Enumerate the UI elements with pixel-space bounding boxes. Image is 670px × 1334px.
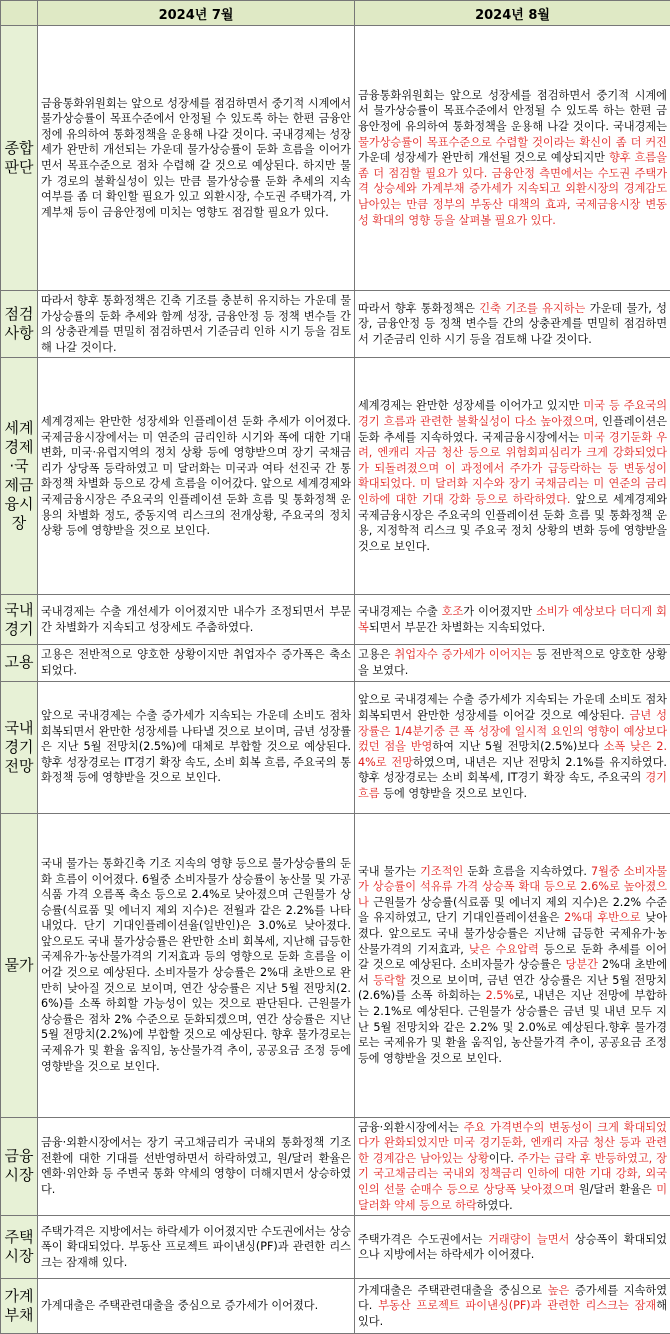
august-text-cell bbox=[355, 358, 670, 595]
changed-text-segment: 낮은 수요압력 bbox=[469, 943, 539, 956]
text-segment: 앞으로 국내경제는 수출 증가세가 지속되는 가운데 소비도 점차 회복되면서 완만한 성장세를 이어갈 것으로 예상된다. bbox=[358, 693, 667, 722]
july-text-cell bbox=[38, 1279, 355, 1334]
july-text-cell bbox=[38, 1117, 355, 1216]
text-segment: 금융통화위원회는 앞으로 성장세를 점검하면서 중기적 시계에서 물가상승률이 목표수준에서 안정될 수 있도록 하는 한편 금융안정에 유의하여 통화정책을 운용해 나갈 것이다. 국내경제는 bbox=[358, 89, 667, 133]
text-segment: 주택가격은 지방에서는 하락세가 이어졌지만 수도권에서는 상승폭이 확대되었다. 부동산 프로젝트 파이낸싱(PF)과 관련한 리스크는 잠재해 있다. bbox=[41, 1225, 351, 1269]
changed-text-segment: 미 달러화 약세 등으로 하락 bbox=[358, 1183, 667, 1212]
text-segment: 등 전반적으로 양호한 상황을 보였다. bbox=[358, 648, 667, 677]
text-segment: 금융·외환시장에서는 bbox=[358, 1121, 464, 1134]
july-column-header: 2024년 7월 bbox=[38, 1, 355, 26]
august-text-cell bbox=[355, 1117, 670, 1216]
row-domestic-economy bbox=[1, 595, 670, 645]
changed-text-segment: 2%대 후반으로 bbox=[564, 911, 641, 924]
text-segment: 세계경제는 완만한 성장세와 인플레이션 둔화 추세가 이어졌다. 국제금융시장에서는 미 연준의 금리인하 시기와 폭에 대한 기대 변화, 미국·유럽지역의 정치 상황 등에 영향받으며 장기 국채금리가 상당폭 등락하였고 미 달러화는 미국과 여타 선진국 간 통화정책 차별화 등으로 강세 흐름을 이어갔다. 앞으로 세계경제와 국제금융시장은 주요국의 인플레이션 둔화 흐름 및 통화정책 운용의 차별화 정도, 중동지역 리스크의 전개상황, 주요국의 정치 상황 등에 영향받을 것으로 보인다. bbox=[41, 415, 351, 537]
changed-text-segment: 금년 성장률은 1/4분기중 큰 폭 성장에 일시적 요인의 영향이 예상보다 컸던 점을 반영 bbox=[358, 709, 667, 753]
text-segment: 금융통화위원회는 앞으로 성장세를 점검하면서 중기적 시계에서 물가상승률이 목표수준에서 안정될 수 있도록 하는 한편 금융안정에 유의하여 통화정책을 운용해 나갈 것이다. 국내경제는 성장세가 완만히 개선되는 가운데 물가상승률이 둔화 흐름을 이어가면서 목표수준으로 점차 수렴해 갈 것으로 예상된다. 하지만 물가 경로의 불확실성이 있는 만큼 물가상승률 둔화 추세의 지속 여부를 좀 더 확인할 필요가 있고 외환시장, 수도권 주택가격, 가계부채 등이 금융안정에 미치는 영향도 점검할 필요가 있다. bbox=[41, 97, 351, 219]
text-segment: 세계경제는 완만한 성장세를 이어가고 있지만 bbox=[358, 399, 583, 412]
row-world-economy bbox=[1, 358, 670, 595]
changed-text-segment: 7월중 소비자물가 상승률이 석유류 가격 상승폭 확대 등으로 2.6%로 높아졌으나 bbox=[358, 865, 667, 909]
header-row bbox=[1, 1, 670, 26]
august-text-cell bbox=[355, 291, 670, 358]
changed-text-segment: 취업자수 증가세가 이어지는 bbox=[394, 648, 532, 661]
july-text-cell bbox=[38, 645, 355, 681]
august-text-cell bbox=[355, 26, 670, 291]
row-employment bbox=[1, 645, 670, 681]
july-text-cell bbox=[38, 1216, 355, 1279]
text-segment: 가 이어졌지만 bbox=[463, 605, 536, 618]
changed-text-segment: 호조 bbox=[442, 605, 464, 618]
text-segment: 2%대 초반에서 bbox=[358, 958, 667, 987]
july-text-cell bbox=[38, 358, 355, 595]
text-segment: 가계대출은 주택관련대출을 중심으로 bbox=[358, 1284, 548, 1297]
text-segment: 것으로 보이며, 금년 연간 상승률은 지난 5월 전망치(2.6%)를 소폭 하회하는 bbox=[358, 974, 667, 1003]
category-text: 점검사항 bbox=[5, 305, 34, 342]
category-label bbox=[1, 291, 38, 358]
category-text: 종합판단 bbox=[5, 139, 34, 176]
text-segment: 해 있다. bbox=[358, 1299, 667, 1328]
text-segment: 되면서 부문간 차별화는 지속되었다. bbox=[369, 621, 545, 634]
text-segment: 하여 지난 5월 전망치(2.5%)보다 bbox=[432, 740, 603, 753]
category-label bbox=[1, 1279, 38, 1334]
changed-text-segment: 미국 등 주요국의 경기 흐름과 관련한 불확실성이 다소 높아졌으며, bbox=[358, 399, 667, 428]
text-segment: 로, 내년은 지난 전망에 부합하는 2.1%로 예상된다. 근원물가 상승률은 금년 및 내년 모두 지난 5월 전망치와 같은 2.2% 및 2.0%로 예상된다.향후 물가경로는 국제유가 및 환율 움직임, 농산물가격 추이, 공공요금 조정 등에 영향받을 것으로 보인다. bbox=[358, 989, 667, 1064]
changed-text-segment: 거래량이 늘면서 bbox=[488, 1233, 569, 1246]
text-segment: 인플레이션은 둔화 추세를 지속하였다. 국제금융시장에서는 bbox=[358, 415, 667, 444]
text-segment: 앞으로 국내경제는 수출 증가세가 지속되는 가운데 소비도 점차 회복되면서 완만한 성장세를 나타낼 것으로 보이며, 금년 성장률은 지난 5월 전망치(2.5%)에 대체로 부합할 것으로 예상된다. 향후 성장경로는 IT경기 확장 속도, 소비 회복 흐름, 주요국의 통화정책 등에 영향받을 것으로 보인다. bbox=[41, 709, 351, 784]
august-text-cell bbox=[355, 1279, 670, 1334]
text-segment: 가계대출은 주택관련대출을 중심으로 증가세가 이어졌다. bbox=[41, 1299, 318, 1312]
row-checkpoints bbox=[1, 291, 670, 358]
text-segment: 국내 물가는 bbox=[358, 865, 420, 878]
category-text: 금융시장 bbox=[5, 1147, 34, 1184]
text-segment: 금융·외환시장에서는 장기 국고채금리가 국내외 통화정책 기조 전환에 대한 기대를 선반영하면서 하락하였고, 원/달러 환율은 엔화·위안화 등 주변국 통화 약세의 영향이 더해지면서 상승하였다. bbox=[41, 1136, 351, 1196]
row-summary bbox=[1, 26, 670, 291]
category-label bbox=[1, 595, 38, 645]
text-segment: 원/달러 환율은 bbox=[574, 1183, 656, 1196]
category-text: 국내경기전망 bbox=[5, 719, 34, 775]
text-segment: 둔화 흐름을 지속하였다. bbox=[463, 865, 591, 878]
july-text-cell bbox=[38, 291, 355, 358]
changed-text-segment: 긴축 기조를 유지하는 bbox=[479, 302, 585, 315]
august-text-cell bbox=[355, 645, 670, 681]
text-segment: 주택가격은 수도권에서는 bbox=[358, 1233, 488, 1246]
category-label bbox=[1, 26, 38, 291]
changed-text-segment: 소비가 예상보다 더디게 회복 bbox=[358, 605, 667, 634]
august-text-cell bbox=[355, 813, 670, 1117]
text-segment: 앞으로 세계경제와 국제금융시장은 주요국의 인플레이션 둔화 흐름 및 통화정책 운용, 지정학적 리스크 및 주요국 정치 상황의 변화 등에 영향받을 것으로 보인다. bbox=[358, 493, 667, 553]
changed-text-segment: 물가상승률이 목표수준으로 수렴할 것이라는 확신이 좀 더 커진 bbox=[358, 136, 667, 149]
text-segment: 따라서 향후 통화정책은 긴축 기조를 충분히 유지하는 가운데 물가상승률의 둔화 추세와 함께 성장, 금융안정 등 정책 변수들 간의 상충관계를 면밀히 점검하면서 기준금리 인하 시기 등을 검토해 나갈 것이다. bbox=[41, 294, 351, 354]
category-text: 세계경제·국제금융시장 bbox=[5, 419, 34, 532]
august-text-cell bbox=[355, 681, 670, 813]
text-segment: 이다. bbox=[489, 1152, 518, 1165]
category-label bbox=[1, 1117, 38, 1216]
august-text-cell bbox=[355, 595, 670, 645]
category-text: 주택시장 bbox=[5, 1228, 34, 1265]
category-label bbox=[1, 358, 38, 595]
text-segment: 고용은 bbox=[358, 648, 394, 661]
text-segment: 낮아졌다. 앞으로도 국내 물가상승률은 지난해 급등한 국제유가·농산물가격의 기저효과, bbox=[358, 911, 667, 955]
category-label bbox=[1, 645, 38, 681]
text-segment: 국내 물가는 통화긴축 기조 지속의 영향 등으로 물가상승률의 둔화 흐름이 이어졌다. 6월중 소비자물가 상승률이 농산물 및 가공식품 가격 오름폭 축소 등으로 2.4%로 낮아졌으며 근원물가 상승률(식료품 및 에너지 제외 지수)은 전월과 같은 2.2%를 나타내었다. 단기 기대인플레이션율(일반인)은 3.0%로 낮아졌다. 앞으로도 국내 물가상승률은 완만한 소비 회복세, 지난해 급등한 국제유가·농산물가격의 기저효과 등의 영향으로 둔화 흐름을 이어갈 것으로 예상된다. 소비자물가 상승률은 2%대 초반으로 완만히 낮아질 것으로 보이며, 연간 상승률은 지난 5월 전망치(2.6%)를 소폭 하회할 가능성이 있는 것으로 판단된다. 근원물가 상승률은 점차 2% 수준으로 둔화되겠으며, 연간 상승률은 지난 5월 전망치(2.2%)에 부합할 것으로 예상된다. 향후 물가경로는 국제유가 및 환율 움직임, 농산물가격 추이, 공공요금 조정 등에 영향받을 것으로 보인다. bbox=[41, 857, 351, 1073]
row-financial-markets bbox=[1, 1117, 670, 1216]
category-text: 국내경기 bbox=[5, 601, 34, 638]
changed-text-segment: 주요 가격변수의 변동성이 크게 확대되었다가 완화되었지만 미국 경기둔화, 엔캐리 자금 청산 등과 관련한 경계감은 남아있는 상황 bbox=[358, 1121, 667, 1165]
changed-text-segment: 소폭 낮은 2.4%로 전망 bbox=[358, 740, 667, 769]
row-prices bbox=[1, 813, 670, 1117]
july-text-cell bbox=[38, 26, 355, 291]
august-text-cell bbox=[355, 1216, 670, 1279]
text-segment: 가운데 물가, 성장, 금융안정 등 정책 변수들 간의 상충관계를 면밀히 점검하면서 기준금리 인하 시기 등을 검토해 나갈 것이다. bbox=[358, 302, 667, 346]
category-label bbox=[1, 1216, 38, 1279]
row-household-debt bbox=[1, 1279, 670, 1334]
august-column-header: 2024년 8월 bbox=[355, 1, 670, 26]
changed-text-segment: 향후 흐름을 좀 더 점검할 필요가 있다. 금융안정 측면에서는 수도권 주택가격 상승세와 가계부채 증가세가 지속되고 외환시장의 경계감도 남아있는 만큼 정부의 부동산 대책의 효과, 국제금융시장 변동성 확대의 영향 등을 살펴볼 필요가 있다. bbox=[358, 151, 667, 226]
text-segment: 하였으며, 내년은 지난 전망치 2.1%를 유지하였다. 향후 성장경로는 소비 회복세, IT경기 확장 속도, 주요국의 bbox=[358, 756, 667, 785]
text-segment: 등으로 둔화 추세를 이어갈 것으로 예상된다. 소비자물가 상승률은 bbox=[358, 943, 667, 972]
changed-text-segment: 등락할 bbox=[373, 974, 405, 987]
corner-cell bbox=[1, 1, 38, 26]
text-segment: 고용은 전반적으로 양호한 상황이지만 취업자수 증가폭은 축소되었다. bbox=[41, 648, 351, 677]
category-text: 물가 bbox=[5, 956, 34, 974]
changed-text-segment: 부동산 프로젝트 파이낸싱(PF)과 관련한 리스크는 잠재 bbox=[378, 1299, 656, 1312]
changed-text-segment: 당분간 bbox=[566, 958, 598, 971]
text-segment: 국내경제는 수출 개선세가 이어졌지만 내수가 조정되면서 부문간 차별화가 지속되고 성장세도 주춤하였다. bbox=[41, 605, 351, 634]
text-segment: 상승폭이 확대되었으나 지방에서는 하락세가 이어졌다. bbox=[358, 1233, 667, 1262]
changed-text-segment: 높은 bbox=[548, 1284, 570, 1297]
july-text-cell bbox=[38, 813, 355, 1117]
july-text-cell bbox=[38, 595, 355, 645]
text-segment: 증가세를 지속하였다. bbox=[358, 1284, 667, 1313]
text-segment: 등에 영향받을 것으로 보인다. bbox=[380, 787, 527, 800]
row-growth-outlook bbox=[1, 681, 670, 813]
category-text: 가계부채 bbox=[5, 1287, 34, 1324]
changed-text-segment: 주가는 급락 후 반등하였고, 장기 국고채금리는 국내외 정책금리 인하에 대한 기대 강화, 외국인의 선물 순매수 등으로 상당폭 낮아졌으며 bbox=[358, 1152, 667, 1196]
july-text-cell bbox=[38, 681, 355, 813]
changed-text-segment: 2.5% bbox=[486, 989, 514, 1002]
text-segment: 따라서 향후 통화정책은 bbox=[358, 302, 479, 315]
text-segment: 하였다. bbox=[477, 1199, 513, 1212]
text-segment: 가운데 성장세가 완만히 개선될 것으로 예상되지만 bbox=[358, 151, 609, 164]
text-segment: 국내경제는 수출 bbox=[358, 605, 442, 618]
category-text: 고용 bbox=[5, 653, 34, 671]
category-label bbox=[1, 681, 38, 813]
changed-text-segment: 경기 흐름 bbox=[358, 771, 667, 800]
row-housing-market bbox=[1, 1216, 670, 1279]
text-segment: 근원물가 상승률(식료품 및 에너지 제외 지수)은 2.2% 수준을 유지하였고, 단기 기대인플레이션율은 bbox=[358, 896, 667, 925]
category-label bbox=[1, 813, 38, 1117]
changed-text-segment: 미국 경기둔화 우려, 엔캐리 자금 청산 등으로 위험회피심리가 크게 강화되었다가 되돌려졌으며 이 과정에서 주가가 급등락하는 등 변동성이 확대되었다. 미 달러화 지수와 장기 국채금리는 미 연준의 금리인하에 대한 기대 강화 등으로 하락하였다. bbox=[358, 431, 667, 506]
changed-text-segment: 기조적인 bbox=[420, 865, 463, 878]
